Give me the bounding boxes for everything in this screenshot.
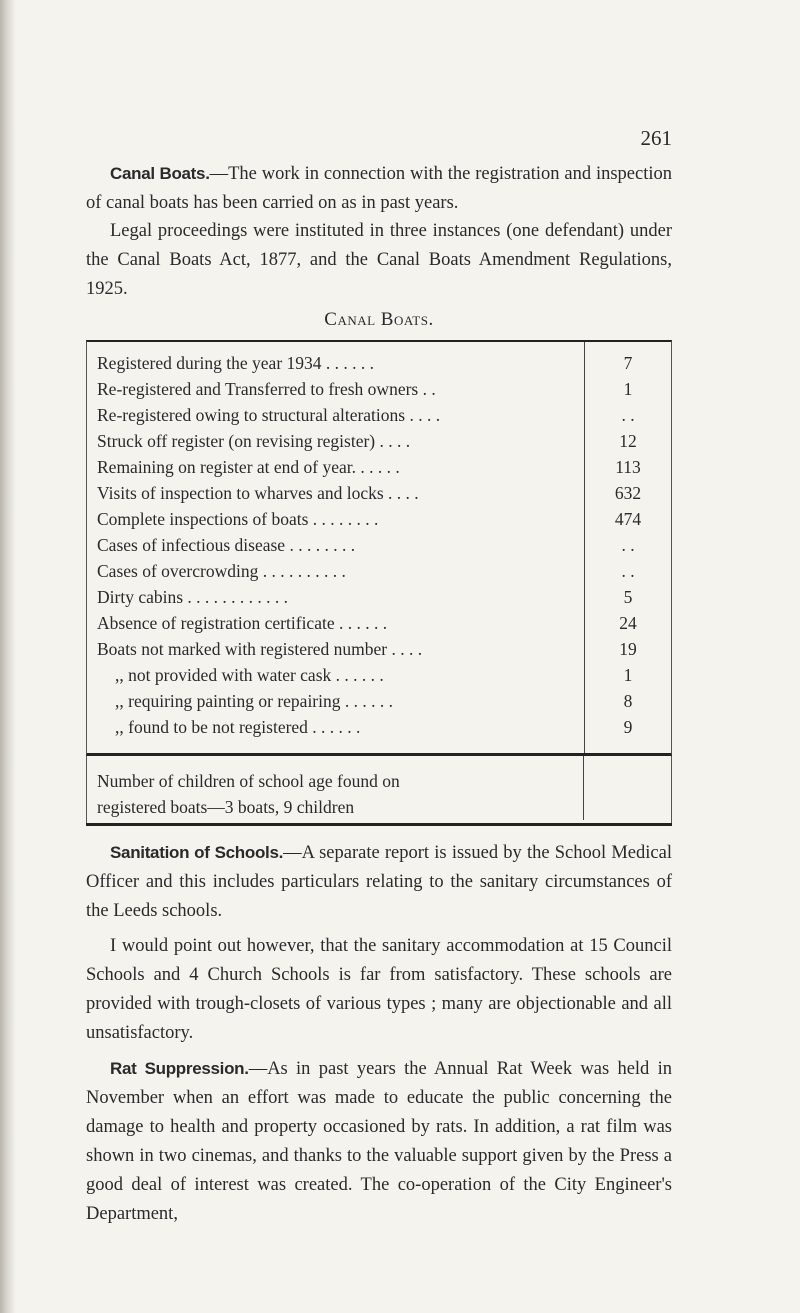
rat-suppression-paragraph xyxy=(86,1054,672,1229)
row-label: Re-registered owing to structural alterations . . . . xyxy=(97,405,441,425)
row-label: Remaining on register at end of year. . . . . . xyxy=(97,457,400,477)
row-value: 113 xyxy=(615,457,641,477)
row-value: . . xyxy=(621,405,635,425)
table-row xyxy=(87,610,671,636)
sanitation-paragraph xyxy=(86,838,672,926)
row-value: 12 xyxy=(619,431,637,451)
table-title: Canal Boats. xyxy=(324,309,434,330)
row-value: 1 xyxy=(623,665,633,685)
children-label-1: Number of children of school age found on xyxy=(97,771,400,791)
row-label: ,, requiring painting or repairing . . . . . . xyxy=(115,691,393,711)
table-row xyxy=(87,428,671,454)
row-value: 24 xyxy=(619,613,637,633)
table-row xyxy=(87,532,671,558)
row-label: Registered during the year 1934 . . . . . . xyxy=(97,353,375,373)
sanitation-heading: Sanitation of Schools. xyxy=(110,843,284,862)
table-row xyxy=(87,714,671,740)
row-value: 5 xyxy=(623,587,633,607)
legal-paragraph xyxy=(86,217,672,304)
canal-boats-text: —The work in connection with the registration and inspection of canal boats has been carried on as in past years. xyxy=(86,164,672,213)
page-number: 261 xyxy=(640,126,672,150)
row-label: Struck off register (on revising register) . . . . xyxy=(97,431,411,451)
children-left-border xyxy=(86,756,87,826)
row-label: ,, not provided with water cask . . . . . . xyxy=(115,665,384,685)
rat-suppression-text: —As in past years the Annual Rat Week was held in November when an effort was made to educate the public concerning the damage to health and property occasioned by rats. In addition, a rat film was shown in two cinemas, and thanks to the valuable support given by the Press a good deal of interest was created. The co-operation of the City Engineer's Department, xyxy=(86,1059,672,1224)
sanitation2-text: I would point out however, that the sanitary accommodation at 15 Council Schools and 4 Church Schools is far from satisfactory. These schools are provided with trough-closets of various types ; many are objectionable and all unsatisfactory. xyxy=(86,936,672,1043)
rat-suppression-heading: Rat Suppression. xyxy=(110,1059,249,1078)
row-label: Cases of overcrowding . . . . . . . . . . xyxy=(97,561,346,581)
row-value: 1 xyxy=(623,379,633,399)
row-label: Boats not marked with registered number . . . . xyxy=(97,639,423,659)
row-value: 632 xyxy=(614,483,642,503)
children-right-border xyxy=(671,756,672,826)
row-label: Re-registered and Transferred to fresh owners . . xyxy=(97,379,436,399)
table-row xyxy=(87,662,671,688)
row-label: Complete inspections of boats . . . . . . . . xyxy=(97,509,379,529)
canal-boats-heading: Canal Boats. xyxy=(110,164,210,183)
row-label: Absence of registration certificate . . . . . . xyxy=(97,613,388,633)
row-value: 7 xyxy=(623,353,633,373)
sanitation-text: —A separate report is issued by the School Medical Officer and this includes particulars relating to the sanitary circumstances of the Leeds schools. xyxy=(86,843,672,921)
table-row xyxy=(87,688,671,714)
row-label: Dirty cabins . . . . . . . . . . . . xyxy=(97,587,289,607)
children-count-line1 xyxy=(87,768,583,794)
table-row xyxy=(87,506,671,532)
children-label-2: registered boats—3 boats, 9 children xyxy=(97,797,355,817)
legal-text: Legal proceedings were instituted in three instances (one defendant) under the Canal Boats Act, 1877, and the Canal Boats Amendment Regulations, 1925. xyxy=(86,221,672,299)
table-row xyxy=(87,480,671,506)
table-row xyxy=(87,584,671,610)
row-value: . . xyxy=(621,535,635,555)
row-value: 19 xyxy=(619,639,637,659)
table-row xyxy=(87,376,671,402)
children-count-line2 xyxy=(87,794,583,820)
row-label: ,, found to be not registered . . . . . . xyxy=(115,717,361,737)
book-spine-shadow xyxy=(0,0,16,1313)
canal-boats-table xyxy=(86,340,672,756)
table-bottom-rule xyxy=(86,823,672,826)
sanitation-paragraph-2 xyxy=(86,932,672,1048)
row-value: . . xyxy=(621,561,635,581)
row-value: 8 xyxy=(623,691,633,711)
row-value: 9 xyxy=(623,717,633,737)
canal-boats-paragraph xyxy=(86,159,672,218)
row-label: Cases of infectious disease . . . . . . . . xyxy=(97,535,356,555)
table-row xyxy=(87,350,671,376)
table-row xyxy=(87,454,671,480)
row-value: 474 xyxy=(614,509,642,529)
table-row xyxy=(87,636,671,662)
table-row xyxy=(87,558,671,584)
table-row xyxy=(87,402,671,428)
row-label: Visits of inspection to wharves and locks . . . . xyxy=(97,483,419,503)
children-column-divider xyxy=(583,756,584,820)
